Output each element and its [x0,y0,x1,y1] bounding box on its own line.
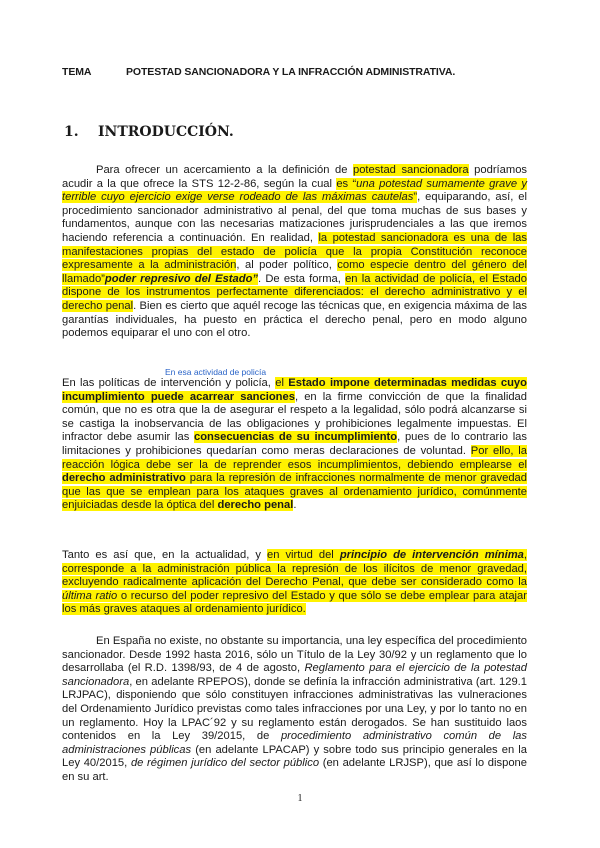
paragraph-3 [62,549,527,617]
highlight-italic-run: última ratio [62,589,118,602]
highlight-run: en la actividad de policía, el Estado dispone de los instrumentos perfectamente diferenciados: el derecho administrativo y el derecho penal [62,272,527,312]
text-run: (en adelante LRJSP), que así lo dispone en su art. [62,757,527,783]
header-label: TEMA [62,66,92,78]
highlight-bold-run: Estado impone determinadas medidas cuyo incumplimiento puede acarrear sanciones [62,377,527,403]
document-header [62,66,542,78]
italic-run: procedimiento administrativo común de las administraciones públicas [62,730,527,756]
highlight-run: el [275,377,289,389]
text-run: Tanto es así que, en la actualidad, y [62,549,267,561]
text-run: En España no existe, no obstante su importancia, una ley específica del procedimiento sancionador. Desde 1992 hasta 2016, sólo un Título de la Ley 30/92 y un reglamento que lo desarrollaba (el R.D. 1398/93, de 4 de agosto, [62,635,527,675]
paragraph-3-text [62,549,527,617]
highlight-run: potestad sancionadora [352,164,469,176]
paragraph-1-text [62,164,527,341]
highlight-run: o recurso del poder represivo del Estado y que sólo se debe emplear para atajar los más graves ataques al ordenamiento jurídico. [62,589,527,616]
highlight-run: la potestad sancionadora es una de las manifestaciones propias del estado de policía que la propia Constitución reconoce expresamente a la administración [62,231,527,272]
text-run: . Bien es cierto que aquél recoge las técnicas que, en exigencia máxima de las garantías individuales, ha puesto en práctica el derecho penal, pero en modo alguno podemos equiparar el uno con el otro. [62,299,527,340]
highlight-run: es “ [336,177,357,190]
margin-comment: En esa actividad de policía [165,367,267,377]
section-number: 1. [64,124,79,140]
paragraph-4-text [62,635,527,785]
header-title: POTESTAD SANCIONADORA Y LA INFRACCIÓN ADMINISTRATIVA. [126,66,456,78]
highlight-run: para la represión de infracciones normalmente de menor gravedad que las que se emplean para los ataques graves al ordenamiento jurídico, comúnmente enjuiciadas desde la óptica del [62,472,527,512]
text-run: . De esta forma, [258,272,346,285]
section-heading [64,124,234,140]
paragraph-4 [62,635,527,785]
text-run: . [293,499,297,512]
highlight-bold-run: derecho administrativo [62,472,186,485]
paragraph-1 [62,164,527,341]
italic-run: de régimen jurídico del sector público [130,757,320,770]
text-run: podríamos acudir a la que ofrece la STS 12-2-86, según la cual [62,164,528,190]
text-run: , en la firme convicción de que la finalidad común, que no es otra que la de asegurar el respeto a la legalidad, sólo podrá alcanzarse si se castiga la inobservancia de las obligaciones y prohibiciones legalmente impuestas. El infractor debe asumir las [62,390,527,444]
highlight-bold-italic-run: principio de intervención mínima [339,549,524,561]
highlight-italic-run: una potestad sumamente grave y terrible cuyo ejercicio exige verse rodeado de las máximas cautelas [62,177,527,204]
text-run: , pues de lo contrario las limitaciones y prohibiciones quedarían como meras declaraciones de voluntad. [62,431,528,457]
section-title: INTRODUCCIÓN. [98,124,234,140]
text-run: , en adelante RPEPOS), donde se definía la infracción administrativa (art. 129.1 LRJPAC), disponiendo que sólo constituyen infracciones administrativas las vulneraciones del Ordenamiento Jurídico previstas como tales infracciones por una Ley, y por lo tanto no en un reglamento. Hoy la LPAC´92 y su reglamento están derogados. Se han sustituido laos contenidos en la Ley 39/2015, de [62,675,527,743]
italic-run: Reglamento para el ejercicio de la potestad sancionadora [62,662,527,688]
text-run: , al poder político, [236,259,338,272]
paragraph-2-text [62,377,527,513]
text-run: Para ofrecer un acercamiento a la definición de [96,164,353,176]
highlight-bold-italic-run: poder represivo del Estado” [104,272,259,285]
highlight-run: , corresponde a la administración pública la represión de los ilícitos de menor gravedad, excluyendo radicalmente aplicación del Derecho Penal, que debe ser considerado como la [62,549,527,589]
paragraph-2 [62,377,527,513]
text-run: , equiparando, así, el procedimiento sancionador administrativo al penal, del que toma muchas de sus bases y fundamentos, aunque con las necesarias matizaciones jurisprudenciales a las que iremos haciendo referencia a continuación. En realidad, [62,191,527,244]
page-number: 1 [297,793,303,804]
highlight-run: Por ello, la reacción lógica debe ser la de reprender esos incumplimientos, debiendo emplearse el [62,444,527,471]
text-run: En las políticas de intervención y policía, [62,377,276,389]
highlight-run: como especie dentro del género del llamado” [62,259,528,285]
highlight-run: en virtud del [266,549,340,561]
highlight-bold-run: consecuencias de su incumplimiento [194,431,398,444]
highlight-run: ” [413,191,418,204]
highlight-bold-run: derecho penal [217,499,294,512]
text-run: (en adelante LPACAP) y sobre todo sus principio generales en la Ley 40/2015, [62,743,527,770]
